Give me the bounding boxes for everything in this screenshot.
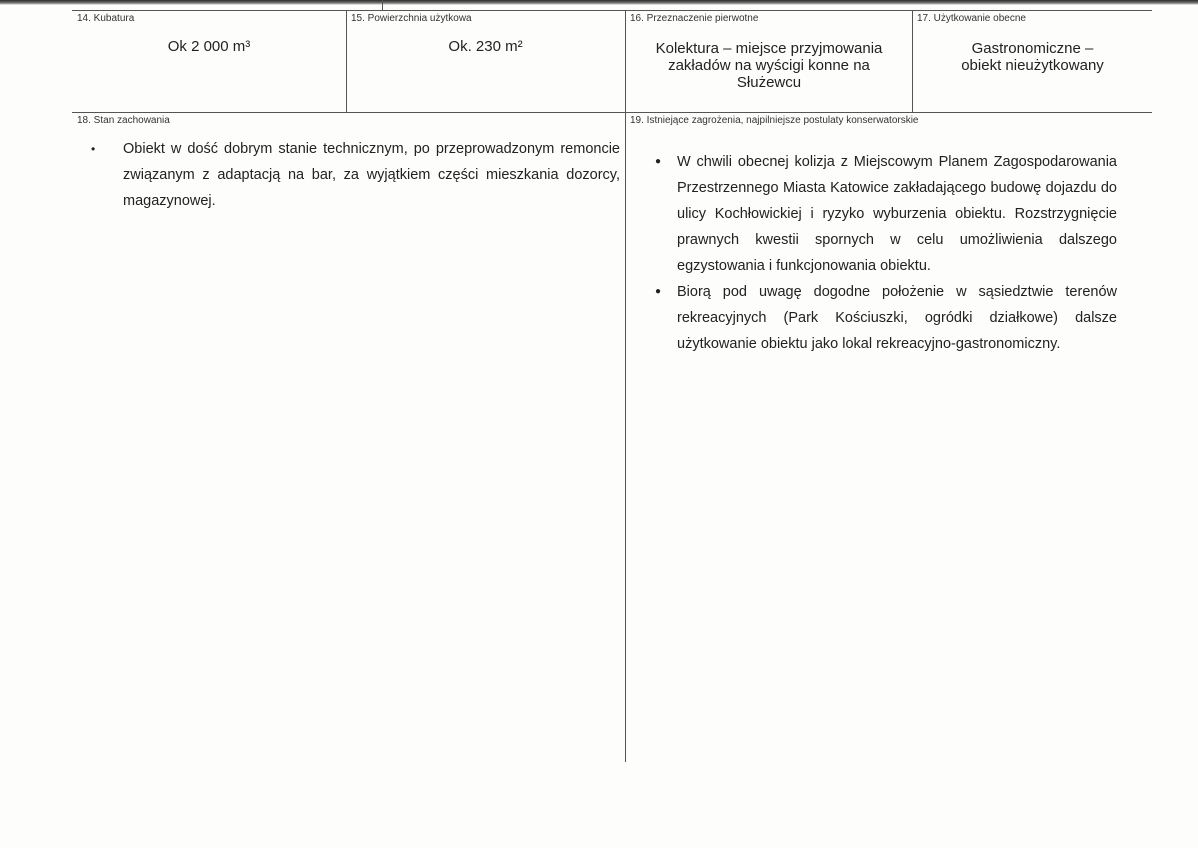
value-line: Kolektura – miejsce przyjmowania [655,40,883,57]
stan-list [91,136,620,214]
col-divider-1 [346,10,347,112]
value-line: Służewcu [736,74,802,91]
scan-edge [0,0,1198,5]
list-item [655,149,1117,279]
field-label-kubatura: 14. Kubatura [77,13,135,24]
value-line: Gastronomiczne – [971,40,1094,57]
list-item [655,279,1117,357]
field-label-zagrozenia: 19. Istniejące zagrożenia, najpilniejsze postulaty konserwatorskie [630,115,919,126]
field-label-przeznaczenie: 16. Przeznaczenie pierwotne [630,13,759,24]
list-item [91,136,620,214]
bullet-icon: • [91,142,96,156]
zagrozenia-list [655,149,1117,357]
row-divider [72,112,1152,113]
col-divider-2 [625,10,626,762]
value-line: zakładów na wyścigi konne na [668,57,870,74]
top-stub [382,0,383,10]
field-label-stan: 18. Stan zachowania [77,115,170,126]
field-value-uzytkowanie [913,40,1152,74]
field-value-przeznaczenie [626,40,912,91]
list-item-text: Biorą pod uwagę dogodne położenie w sąsiedztwie terenów rekreacyjnych (Park Kościuszki, ogródki działkowe) dalsze użytkowanie obiektu jako lokal rekreacyjno-gastronomiczny. [677,284,1117,352]
list-item-text: Obiekt w dość dobrym stanie technicznym, po przeprowadzonym remoncie związanym z adaptacją na bar, za wyjątkiem części mieszkania dozorcy, magazynowej. [123,141,620,209]
bullet-icon: ● [655,156,662,167]
table-top-border [72,10,1152,11]
field-value-kubatura: Ok 2 000 m³ [167,38,251,55]
bullet-icon: ● [655,286,662,297]
list-item-text: W chwili obecnej kolizja z Miejscowym Planem Zagospodarowania Przestrzennego Miasta Katowice zakładającego budowę dojazdu do ulicy Kochłowickiej i ryzyko wyburzenia obiektu. Rozstrzygnięcie prawnych kwestii spornych w celu umożliwienia dalszego egzystowania i funkcjonowania obiektu. [677,154,1117,274]
field-value-powierzchnia: Ok. 230 m² [448,38,523,55]
value-line: obiekt nieużytkowany [961,57,1104,74]
field-label-powierzchnia: 15. Powierzchnia użytkowa [351,13,472,24]
field-label-uzytkowanie: 17. Użytkowanie obecne [917,13,1026,24]
